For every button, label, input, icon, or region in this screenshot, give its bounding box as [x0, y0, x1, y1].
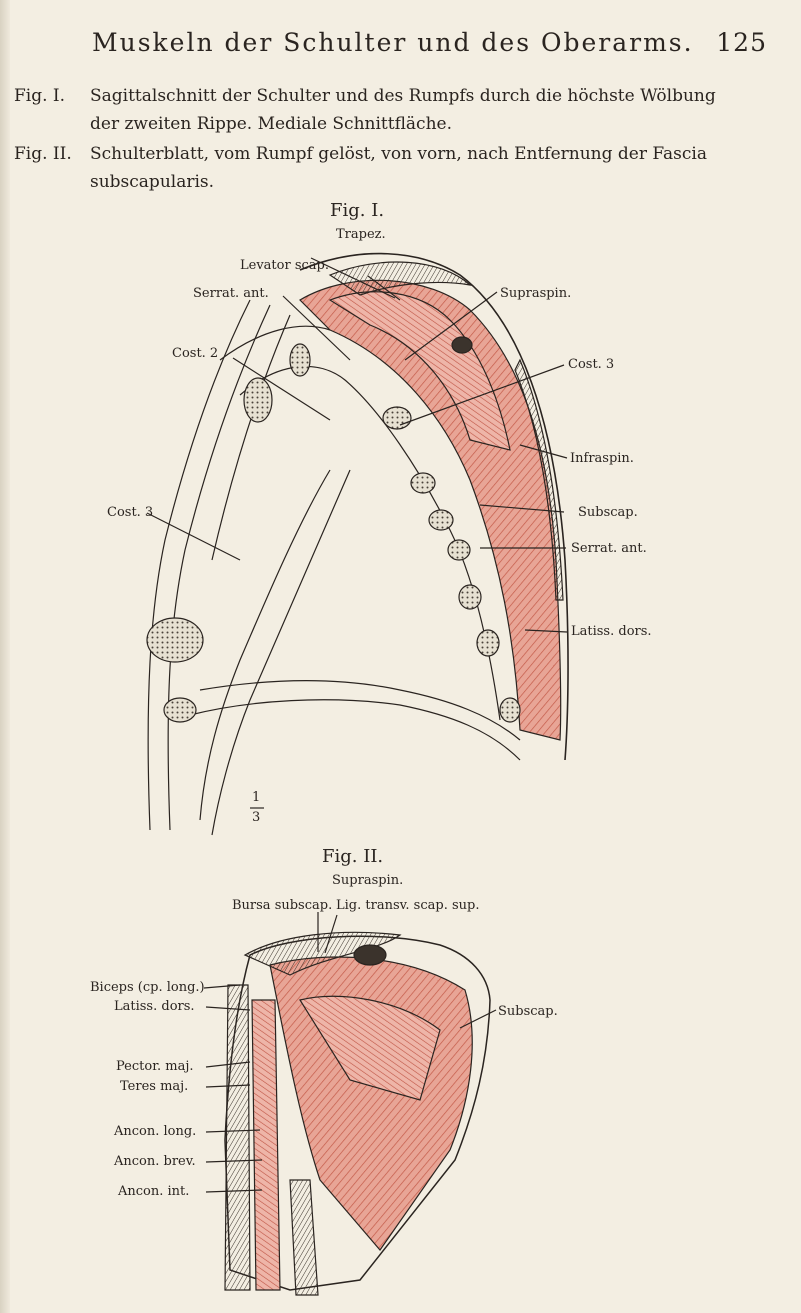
fig1-label-cost3-right: Cost. 3 [568, 357, 615, 372]
fig2-label-ancon-int: Ancon. int. [118, 1184, 190, 1199]
caption-fig2-id: Fig. II. [14, 144, 72, 164]
fig1-label-trapez: Trapez. [336, 227, 386, 242]
caption-fig2-cont: subscapularis. [90, 172, 215, 192]
fig2-label-ancon-long: Ancon. long. [114, 1124, 197, 1139]
fig1-label-cost2: Cost. 2 [172, 346, 219, 361]
fig1-label-levator: Levator scap. [240, 258, 329, 273]
fig2-label-latiss: Latiss. dors. [114, 999, 195, 1014]
caption-fig2-text: Schulterblatt, vom Rumpf gelöst, von vorn, nach Entfernung der Fascia [90, 144, 707, 164]
fig1-label-supraspin: Supraspin. [500, 286, 572, 301]
fig2-drawing [204, 912, 496, 1295]
caption-fig1-text: Sagittalschnitt der Schulter und des Rumpfs durch die höchste Wölbung [90, 86, 716, 106]
fig2-title: Fig. II. [322, 846, 384, 867]
fig1-label-subscap: Subscap. [578, 505, 638, 520]
fig1-label-infraspin: Infraspin. [570, 451, 634, 466]
fig1-label-serrat-right: Serrat. ant. [571, 541, 647, 556]
fig1-label-serrat-top: Serrat. ant. [193, 286, 269, 301]
fig1-scale-num: 1 [252, 790, 261, 805]
fig1-label-latiss: Latiss. dors. [571, 624, 652, 639]
fig2-label-pector: Pector. maj. [116, 1059, 194, 1074]
fig2-label-lig: Lig. transv. scap. sup. [336, 898, 480, 913]
running-title: Muskeln der Schulter und des Oberarms. [92, 28, 694, 57]
fig1-label-cost3-left: Cost. 3 [107, 505, 154, 520]
fig2-label-supraspin: Supraspin. [332, 873, 404, 888]
fig2-label-teres: Teres maj. [120, 1079, 189, 1094]
fig2-label-ancon-brev: Ancon. brev. [114, 1154, 196, 1169]
fig2-label-subscap: Subscap. [498, 1004, 558, 1019]
fig1-drawing [147, 254, 568, 835]
page-number: 125 [716, 28, 767, 57]
caption-fig1-cont: der zweiten Rippe. Mediale Schnittfläche. [90, 114, 452, 134]
fig2-label-biceps: Biceps (cp. long.) [90, 980, 205, 995]
fig1-scale-den: 3 [252, 810, 261, 825]
fig2-label-bursa: Bursa subscap. [232, 898, 333, 913]
fig1-title: Fig. I. [330, 200, 385, 221]
caption-fig1-id: Fig. I. [14, 86, 66, 106]
